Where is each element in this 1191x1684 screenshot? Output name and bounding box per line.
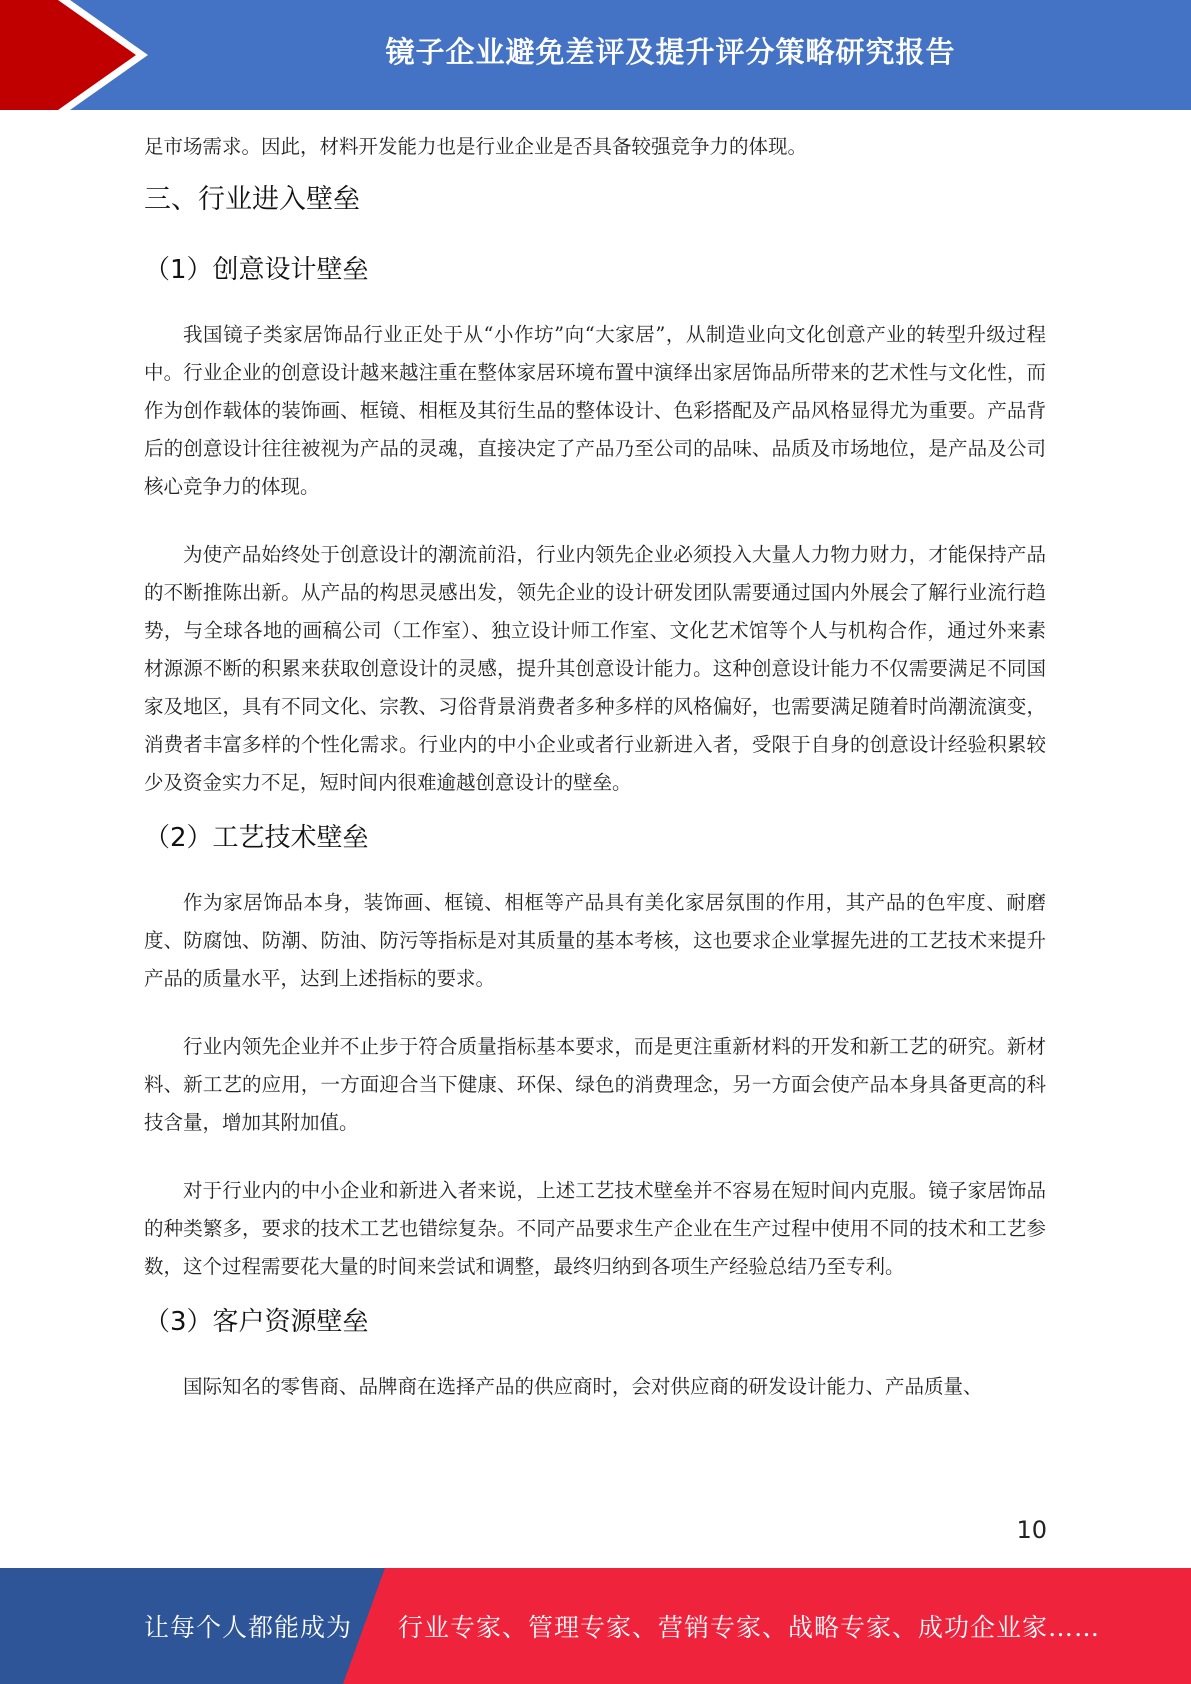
paragraph: 作为家居饰品本身，装饰画、框镜、相框等产品具有美化家居氛围的作用，其产品的色牢度、耐磨度、防腐蚀、防潮、防油、防污等指标是对其质量的基本考核，这也要求企业掌握先进的工艺技术来提升产品的质量水平，达到上述指标的要求。 bbox=[144, 891, 1046, 990]
header-arrow-decoration bbox=[0, 0, 160, 110]
intro-paragraph: 足市场需求。因此，材料开发能力也是行业企业是否具备较强竞争力的体现。 bbox=[144, 135, 808, 158]
document-body bbox=[144, 128, 1046, 1406]
paragraph: 我国镜子类家居饰品行业正处于从“小作坊”向“大家居”，从制造业向文化创意产业的转型升级过程中。行业企业的创意设计越来越注重在整体家居环境布置中演绎出家居饰品所带来的艺术性与文化性，而作为创作载体的装饰画、框镜、相框及其衍生品的整体设计、色彩搭配及产品风格显得尤为重要。产品背后的创意设计往往被视为产品的灵魂，直接决定了产品乃至公司的品味、品质及市场地位，是产品及公司核心竞争力的体现。 bbox=[144, 323, 1046, 498]
subsection-title-2: （2）工艺技术壁垒 bbox=[144, 823, 369, 853]
paragraph: 国际知名的零售商、品牌商在选择产品的供应商时，会对供应商的研发设计能力、产品质量、 bbox=[183, 1375, 983, 1398]
page-footer bbox=[0, 1568, 1191, 1684]
paragraph: 行业内领先企业并不止步于符合质量指标基本要求，而是更注重新材料的开发和新工艺的研究。新材料、新工艺的应用，一方面迎合当下健康、环保、绿色的消费理念，另一方面会使产品本身具备更高的科技含量，增加其附加值。 bbox=[144, 1035, 1046, 1134]
paragraph: 为使产品始终处于创意设计的潮流前沿，行业内领先企业必须投入大量人力物力财力，才能保持产品的不断推陈出新。从产品的构思灵感出发，领先企业的设计研发团队需要通过国内外展会了解行业流行趋势，与全球各地的画稿公司（工作室）、独立设计师工作室、文化艺术馆等个人与机构合作，通过外来素材源源不断的积累来获取创意设计的灵感，提升其创意设计能力。这种创意设计能力不仅需要满足不同国家及地区，具有不同文化、宗教、习俗背景消费者多种多样的风格偏好，也需要满足随着时尚潮流演变，消费者丰富多样的个性化需求。行业内的中小企业或者行业新进入者，受限于自身的创意设计经验积累较少及资金实力不足，短时间内很难逾越创意设计的壁垒。 bbox=[144, 543, 1046, 794]
subsection-title-3: （3）客户资源壁垒 bbox=[144, 1307, 369, 1337]
subsection-title-1: （1）创意设计壁垒 bbox=[144, 255, 369, 285]
footer-slogan-left: 让每个人都能成为 bbox=[144, 1613, 353, 1642]
paragraph: 对于行业内的中小企业和新进入者来说，上述工艺技术壁垒并不容易在短时间内克服。镜子家居饰品的种类繁多，要求的技术工艺也错综复杂。不同产品要求生产企业在生产过程中使用不同的技术和工艺参数，这个过程需要花大量的时间来尝试和调整，最终归纳到各项生产经验总结乃至专利。 bbox=[144, 1179, 1046, 1278]
page-number: 10 bbox=[1016, 1516, 1047, 1544]
page-header bbox=[0, 0, 1191, 110]
section-title: 三、行业进入壁垒 bbox=[144, 184, 360, 215]
footer-slogan-right: 行业专家、管理专家、营销专家、战略专家、成功企业家…… bbox=[398, 1613, 1101, 1642]
report-title: 镜子企业避免差评及提升评分策略研究报告 bbox=[385, 34, 956, 69]
